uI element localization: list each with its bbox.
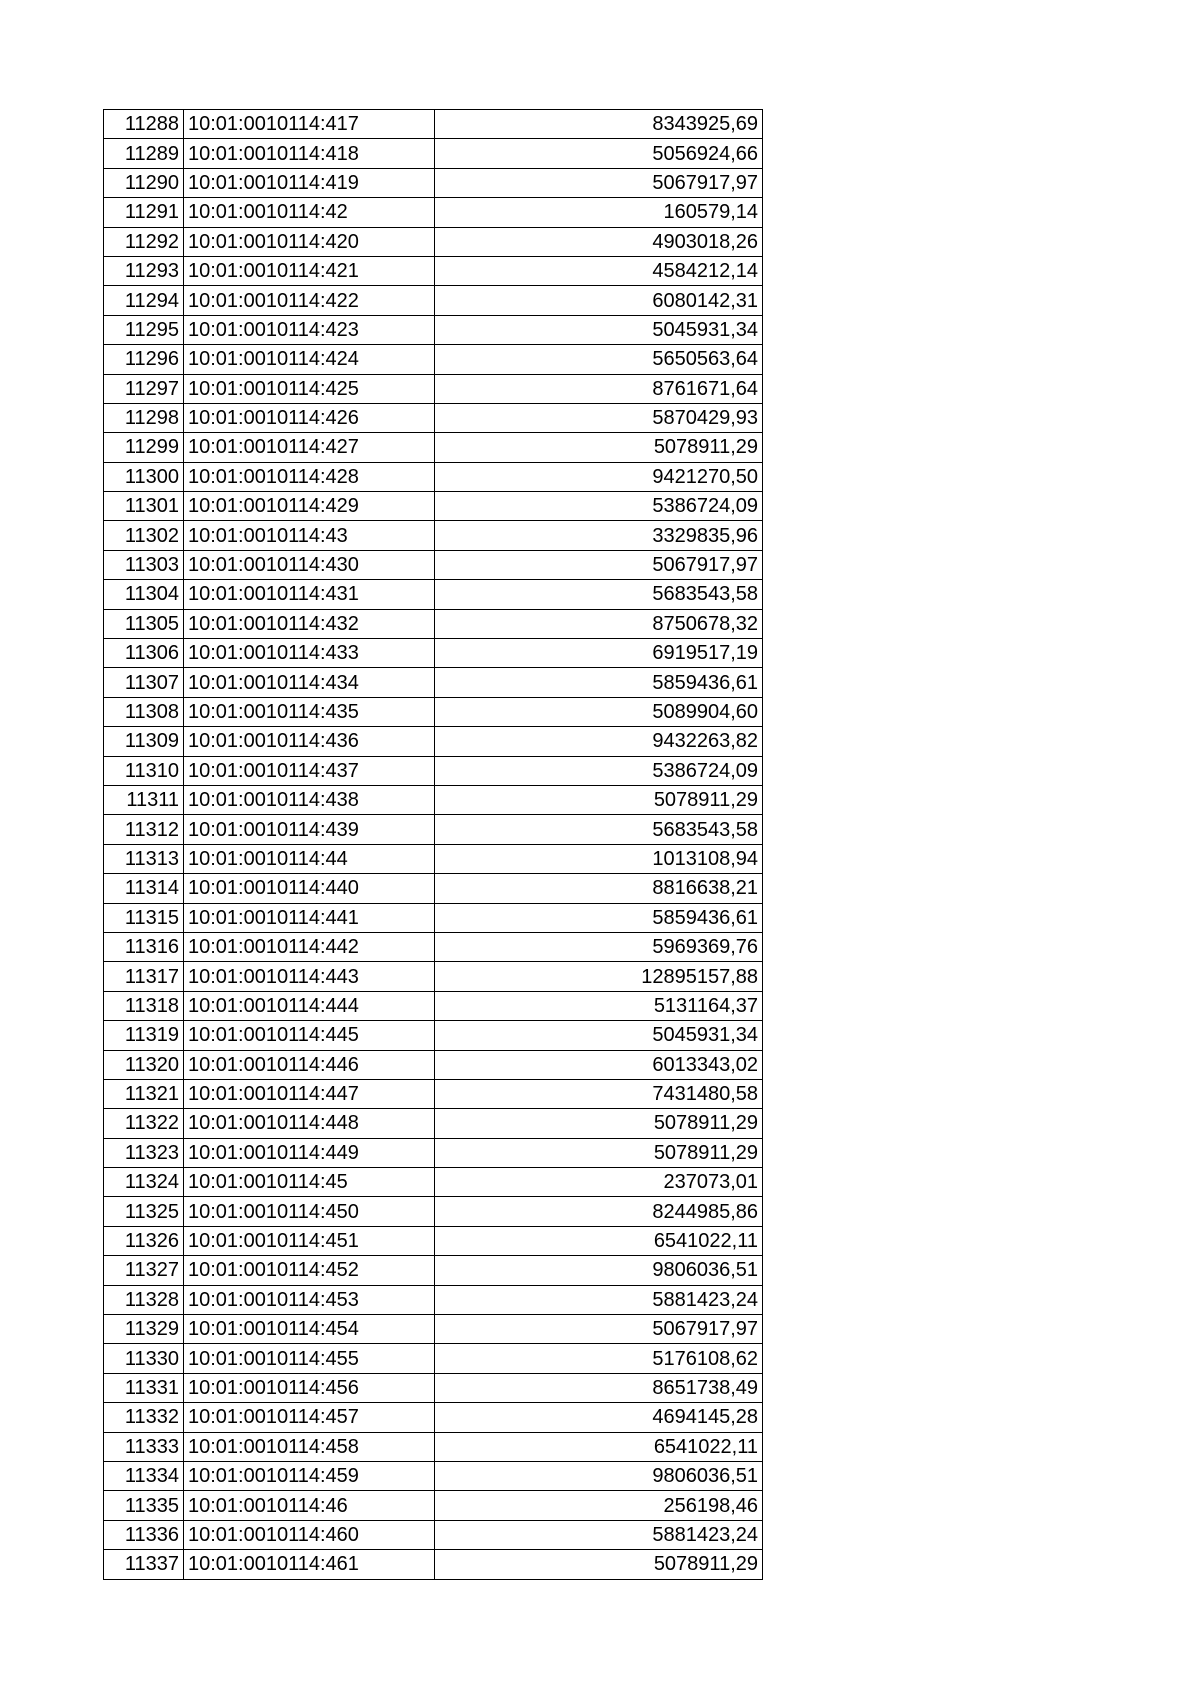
cadastral-number-cell: 10:01:0010114:421 (184, 256, 435, 285)
row-number-cell: 11321 (104, 1079, 184, 1108)
table-row (104, 1461, 763, 1490)
row-number-cell: 11289 (104, 139, 184, 168)
cadastral-number-cell: 10:01:0010114:441 (184, 903, 435, 932)
value-cell: 5067917,97 (435, 1315, 763, 1344)
value-cell: 6541022,11 (435, 1432, 763, 1461)
value-cell: 5881423,24 (435, 1285, 763, 1314)
row-number-cell: 11320 (104, 1050, 184, 1079)
row-number-cell: 11311 (104, 785, 184, 814)
row-number-cell: 11296 (104, 345, 184, 374)
cadastral-number-cell: 10:01:0010114:439 (184, 815, 435, 844)
value-cell: 5078911,29 (435, 433, 763, 462)
value-cell: 7431480,58 (435, 1079, 763, 1108)
table-row (104, 1520, 763, 1549)
cadastral-number-cell: 10:01:0010114:444 (184, 991, 435, 1020)
row-number-cell: 11315 (104, 903, 184, 932)
cadastral-number-cell: 10:01:0010114:458 (184, 1432, 435, 1461)
table-row (104, 286, 763, 315)
value-cell: 9806036,51 (435, 1256, 763, 1285)
row-number-cell: 11302 (104, 521, 184, 550)
row-number-cell: 11318 (104, 991, 184, 1020)
row-number-cell: 11336 (104, 1520, 184, 1549)
table-row (104, 256, 763, 285)
table-row (104, 403, 763, 432)
row-number-cell: 11323 (104, 1138, 184, 1167)
table-row (104, 521, 763, 550)
cadastral-number-cell: 10:01:0010114:425 (184, 374, 435, 403)
value-cell: 8651738,49 (435, 1373, 763, 1402)
cadastral-number-cell: 10:01:0010114:461 (184, 1550, 435, 1579)
value-cell: 5078911,29 (435, 785, 763, 814)
row-number-cell: 11290 (104, 168, 184, 197)
row-number-cell: 11294 (104, 286, 184, 315)
table-row (104, 1432, 763, 1461)
row-number-cell: 11317 (104, 962, 184, 991)
table-row (104, 785, 763, 814)
table-row (104, 844, 763, 873)
cadastral-number-cell: 10:01:0010114:418 (184, 139, 435, 168)
value-cell: 5859436,61 (435, 668, 763, 697)
value-cell: 6013343,02 (435, 1050, 763, 1079)
table-row (104, 1168, 763, 1197)
cadastral-number-cell: 10:01:0010114:422 (184, 286, 435, 315)
value-cell: 8816638,21 (435, 874, 763, 903)
value-cell: 5078911,29 (435, 1109, 763, 1138)
value-cell: 6919517,19 (435, 639, 763, 668)
table-row (104, 139, 763, 168)
table-row (104, 697, 763, 726)
row-number-cell: 11293 (104, 256, 184, 285)
cadastral-number-cell: 10:01:0010114:44 (184, 844, 435, 873)
row-number-cell: 11337 (104, 1550, 184, 1579)
table-row (104, 168, 763, 197)
value-cell: 9806036,51 (435, 1461, 763, 1490)
cadastral-number-cell: 10:01:0010114:433 (184, 639, 435, 668)
cadastral-number-cell: 10:01:0010114:447 (184, 1079, 435, 1108)
cadastral-number-cell: 10:01:0010114:449 (184, 1138, 435, 1167)
value-cell: 5650563,64 (435, 345, 763, 374)
value-cell: 5969369,76 (435, 932, 763, 961)
table-row (104, 315, 763, 344)
table-row (104, 1109, 763, 1138)
row-number-cell: 11295 (104, 315, 184, 344)
value-cell: 1013108,94 (435, 844, 763, 873)
row-number-cell: 11325 (104, 1197, 184, 1226)
value-cell: 12895157,88 (435, 962, 763, 991)
value-cell: 5067917,97 (435, 550, 763, 579)
table-row (104, 756, 763, 785)
row-number-cell: 11312 (104, 815, 184, 844)
value-cell: 3329835,96 (435, 521, 763, 550)
row-number-cell: 11291 (104, 198, 184, 227)
row-number-cell: 11334 (104, 1461, 184, 1490)
cadastral-number-cell: 10:01:0010114:448 (184, 1109, 435, 1138)
table-row (104, 668, 763, 697)
row-number-cell: 11306 (104, 639, 184, 668)
table-body (104, 110, 763, 1580)
value-cell: 9421270,50 (435, 462, 763, 491)
cadastral-number-cell: 10:01:0010114:431 (184, 580, 435, 609)
cadastral-number-cell: 10:01:0010114:419 (184, 168, 435, 197)
cadastral-number-cell: 10:01:0010114:435 (184, 697, 435, 726)
cadastral-number-cell: 10:01:0010114:440 (184, 874, 435, 903)
table-row (104, 227, 763, 256)
value-cell: 8750678,32 (435, 609, 763, 638)
table-row (104, 1285, 763, 1314)
row-number-cell: 11288 (104, 110, 184, 139)
cadastral-number-cell: 10:01:0010114:417 (184, 110, 435, 139)
row-number-cell: 11301 (104, 492, 184, 521)
table-row (104, 1491, 763, 1520)
cadastral-number-cell: 10:01:0010114:43 (184, 521, 435, 550)
value-cell: 5176108,62 (435, 1344, 763, 1373)
cadastral-number-cell: 10:01:0010114:459 (184, 1461, 435, 1490)
cadastral-number-cell: 10:01:0010114:456 (184, 1373, 435, 1402)
table-row (104, 374, 763, 403)
value-cell: 8761671,64 (435, 374, 763, 403)
table-row (104, 609, 763, 638)
row-number-cell: 11310 (104, 756, 184, 785)
value-cell: 5045931,34 (435, 1021, 763, 1050)
table-row (104, 433, 763, 462)
table-row (104, 874, 763, 903)
row-number-cell: 11314 (104, 874, 184, 903)
row-number-cell: 11329 (104, 1315, 184, 1344)
value-cell: 5881423,24 (435, 1520, 763, 1549)
value-cell: 5683543,58 (435, 815, 763, 844)
table-row (104, 962, 763, 991)
row-number-cell: 11304 (104, 580, 184, 609)
cadastral-number-cell: 10:01:0010114:436 (184, 727, 435, 756)
cadastral-number-cell: 10:01:0010114:42 (184, 198, 435, 227)
table-row (104, 1256, 763, 1285)
value-cell: 9432263,82 (435, 727, 763, 756)
cadastral-number-cell: 10:01:0010114:432 (184, 609, 435, 638)
row-number-cell: 11326 (104, 1226, 184, 1255)
cadastral-number-cell: 10:01:0010114:452 (184, 1256, 435, 1285)
value-cell: 256198,46 (435, 1491, 763, 1520)
table-row (104, 1079, 763, 1108)
cadastral-number-cell: 10:01:0010114:46 (184, 1491, 435, 1520)
row-number-cell: 11308 (104, 697, 184, 726)
value-cell: 5078911,29 (435, 1550, 763, 1579)
cadastral-number-cell: 10:01:0010114:442 (184, 932, 435, 961)
value-cell: 4584212,14 (435, 256, 763, 285)
row-number-cell: 11292 (104, 227, 184, 256)
cadastral-number-cell: 10:01:0010114:427 (184, 433, 435, 462)
table-row (104, 1550, 763, 1579)
row-number-cell: 11316 (104, 932, 184, 961)
table-row (104, 580, 763, 609)
table-row (104, 727, 763, 756)
value-cell: 5056924,66 (435, 139, 763, 168)
table-row (104, 1403, 763, 1432)
row-number-cell: 11332 (104, 1403, 184, 1432)
table-row (104, 492, 763, 521)
row-number-cell: 11328 (104, 1285, 184, 1314)
cadastral-number-cell: 10:01:0010114:460 (184, 1520, 435, 1549)
row-number-cell: 11298 (104, 403, 184, 432)
table-row (104, 198, 763, 227)
cadastral-number-cell: 10:01:0010114:426 (184, 403, 435, 432)
table-row (104, 1315, 763, 1344)
cadastral-number-cell: 10:01:0010114:423 (184, 315, 435, 344)
value-cell: 5859436,61 (435, 903, 763, 932)
table-row (104, 550, 763, 579)
table-row (104, 991, 763, 1020)
value-cell: 8244985,86 (435, 1197, 763, 1226)
row-number-cell: 11322 (104, 1109, 184, 1138)
cadastral-number-cell: 10:01:0010114:424 (184, 345, 435, 374)
value-cell: 5386724,09 (435, 492, 763, 521)
cadastral-number-cell: 10:01:0010114:429 (184, 492, 435, 521)
table-row (104, 1138, 763, 1167)
cadastral-number-cell: 10:01:0010114:457 (184, 1403, 435, 1432)
row-number-cell: 11331 (104, 1373, 184, 1402)
row-number-cell: 11300 (104, 462, 184, 491)
row-number-cell: 11327 (104, 1256, 184, 1285)
value-cell: 5870429,93 (435, 403, 763, 432)
table-row (104, 1226, 763, 1255)
value-cell: 160579,14 (435, 198, 763, 227)
row-number-cell: 11319 (104, 1021, 184, 1050)
row-number-cell: 11303 (104, 550, 184, 579)
cadastral-number-cell: 10:01:0010114:434 (184, 668, 435, 697)
value-cell: 5078911,29 (435, 1138, 763, 1167)
cadastral-number-cell: 10:01:0010114:453 (184, 1285, 435, 1314)
value-cell: 5045931,34 (435, 315, 763, 344)
cadastral-number-cell: 10:01:0010114:451 (184, 1226, 435, 1255)
cadastral-number-cell: 10:01:0010114:438 (184, 785, 435, 814)
cadastral-number-cell: 10:01:0010114:428 (184, 462, 435, 491)
cadastral-number-cell: 10:01:0010114:443 (184, 962, 435, 991)
value-cell: 6080142,31 (435, 286, 763, 315)
cadastral-number-cell: 10:01:0010114:420 (184, 227, 435, 256)
cadastral-number-cell: 10:01:0010114:455 (184, 1344, 435, 1373)
value-cell: 5067917,97 (435, 168, 763, 197)
value-cell: 4903018,26 (435, 227, 763, 256)
row-number-cell: 11309 (104, 727, 184, 756)
cadastral-number-cell: 10:01:0010114:430 (184, 550, 435, 579)
row-number-cell: 11335 (104, 1491, 184, 1520)
table-row (104, 1021, 763, 1050)
row-number-cell: 11324 (104, 1168, 184, 1197)
value-cell: 8343925,69 (435, 110, 763, 139)
cadastral-number-cell: 10:01:0010114:454 (184, 1315, 435, 1344)
table-row (104, 932, 763, 961)
row-number-cell: 11299 (104, 433, 184, 462)
cadastral-number-cell: 10:01:0010114:446 (184, 1050, 435, 1079)
table-row (104, 815, 763, 844)
cadastral-number-cell: 10:01:0010114:45 (184, 1168, 435, 1197)
value-cell: 5089904,60 (435, 697, 763, 726)
row-number-cell: 11333 (104, 1432, 184, 1461)
table-row (104, 462, 763, 491)
table-row (104, 1050, 763, 1079)
row-number-cell: 11330 (104, 1344, 184, 1373)
row-number-cell: 11313 (104, 844, 184, 873)
data-table (103, 109, 763, 1580)
value-cell: 237073,01 (435, 1168, 763, 1197)
table-row (104, 1373, 763, 1402)
value-cell: 5131164,37 (435, 991, 763, 1020)
value-cell: 5683543,58 (435, 580, 763, 609)
value-cell: 6541022,11 (435, 1226, 763, 1255)
cadastral-number-cell: 10:01:0010114:445 (184, 1021, 435, 1050)
cadastral-number-cell: 10:01:0010114:450 (184, 1197, 435, 1226)
value-cell: 5386724,09 (435, 756, 763, 785)
table-row (104, 1344, 763, 1373)
table-row (104, 345, 763, 374)
cadastral-number-cell: 10:01:0010114:437 (184, 756, 435, 785)
table-row (104, 903, 763, 932)
table-row (104, 639, 763, 668)
table-row (104, 110, 763, 139)
value-cell: 4694145,28 (435, 1403, 763, 1432)
row-number-cell: 11305 (104, 609, 184, 638)
table-row (104, 1197, 763, 1226)
row-number-cell: 11307 (104, 668, 184, 697)
row-number-cell: 11297 (104, 374, 184, 403)
